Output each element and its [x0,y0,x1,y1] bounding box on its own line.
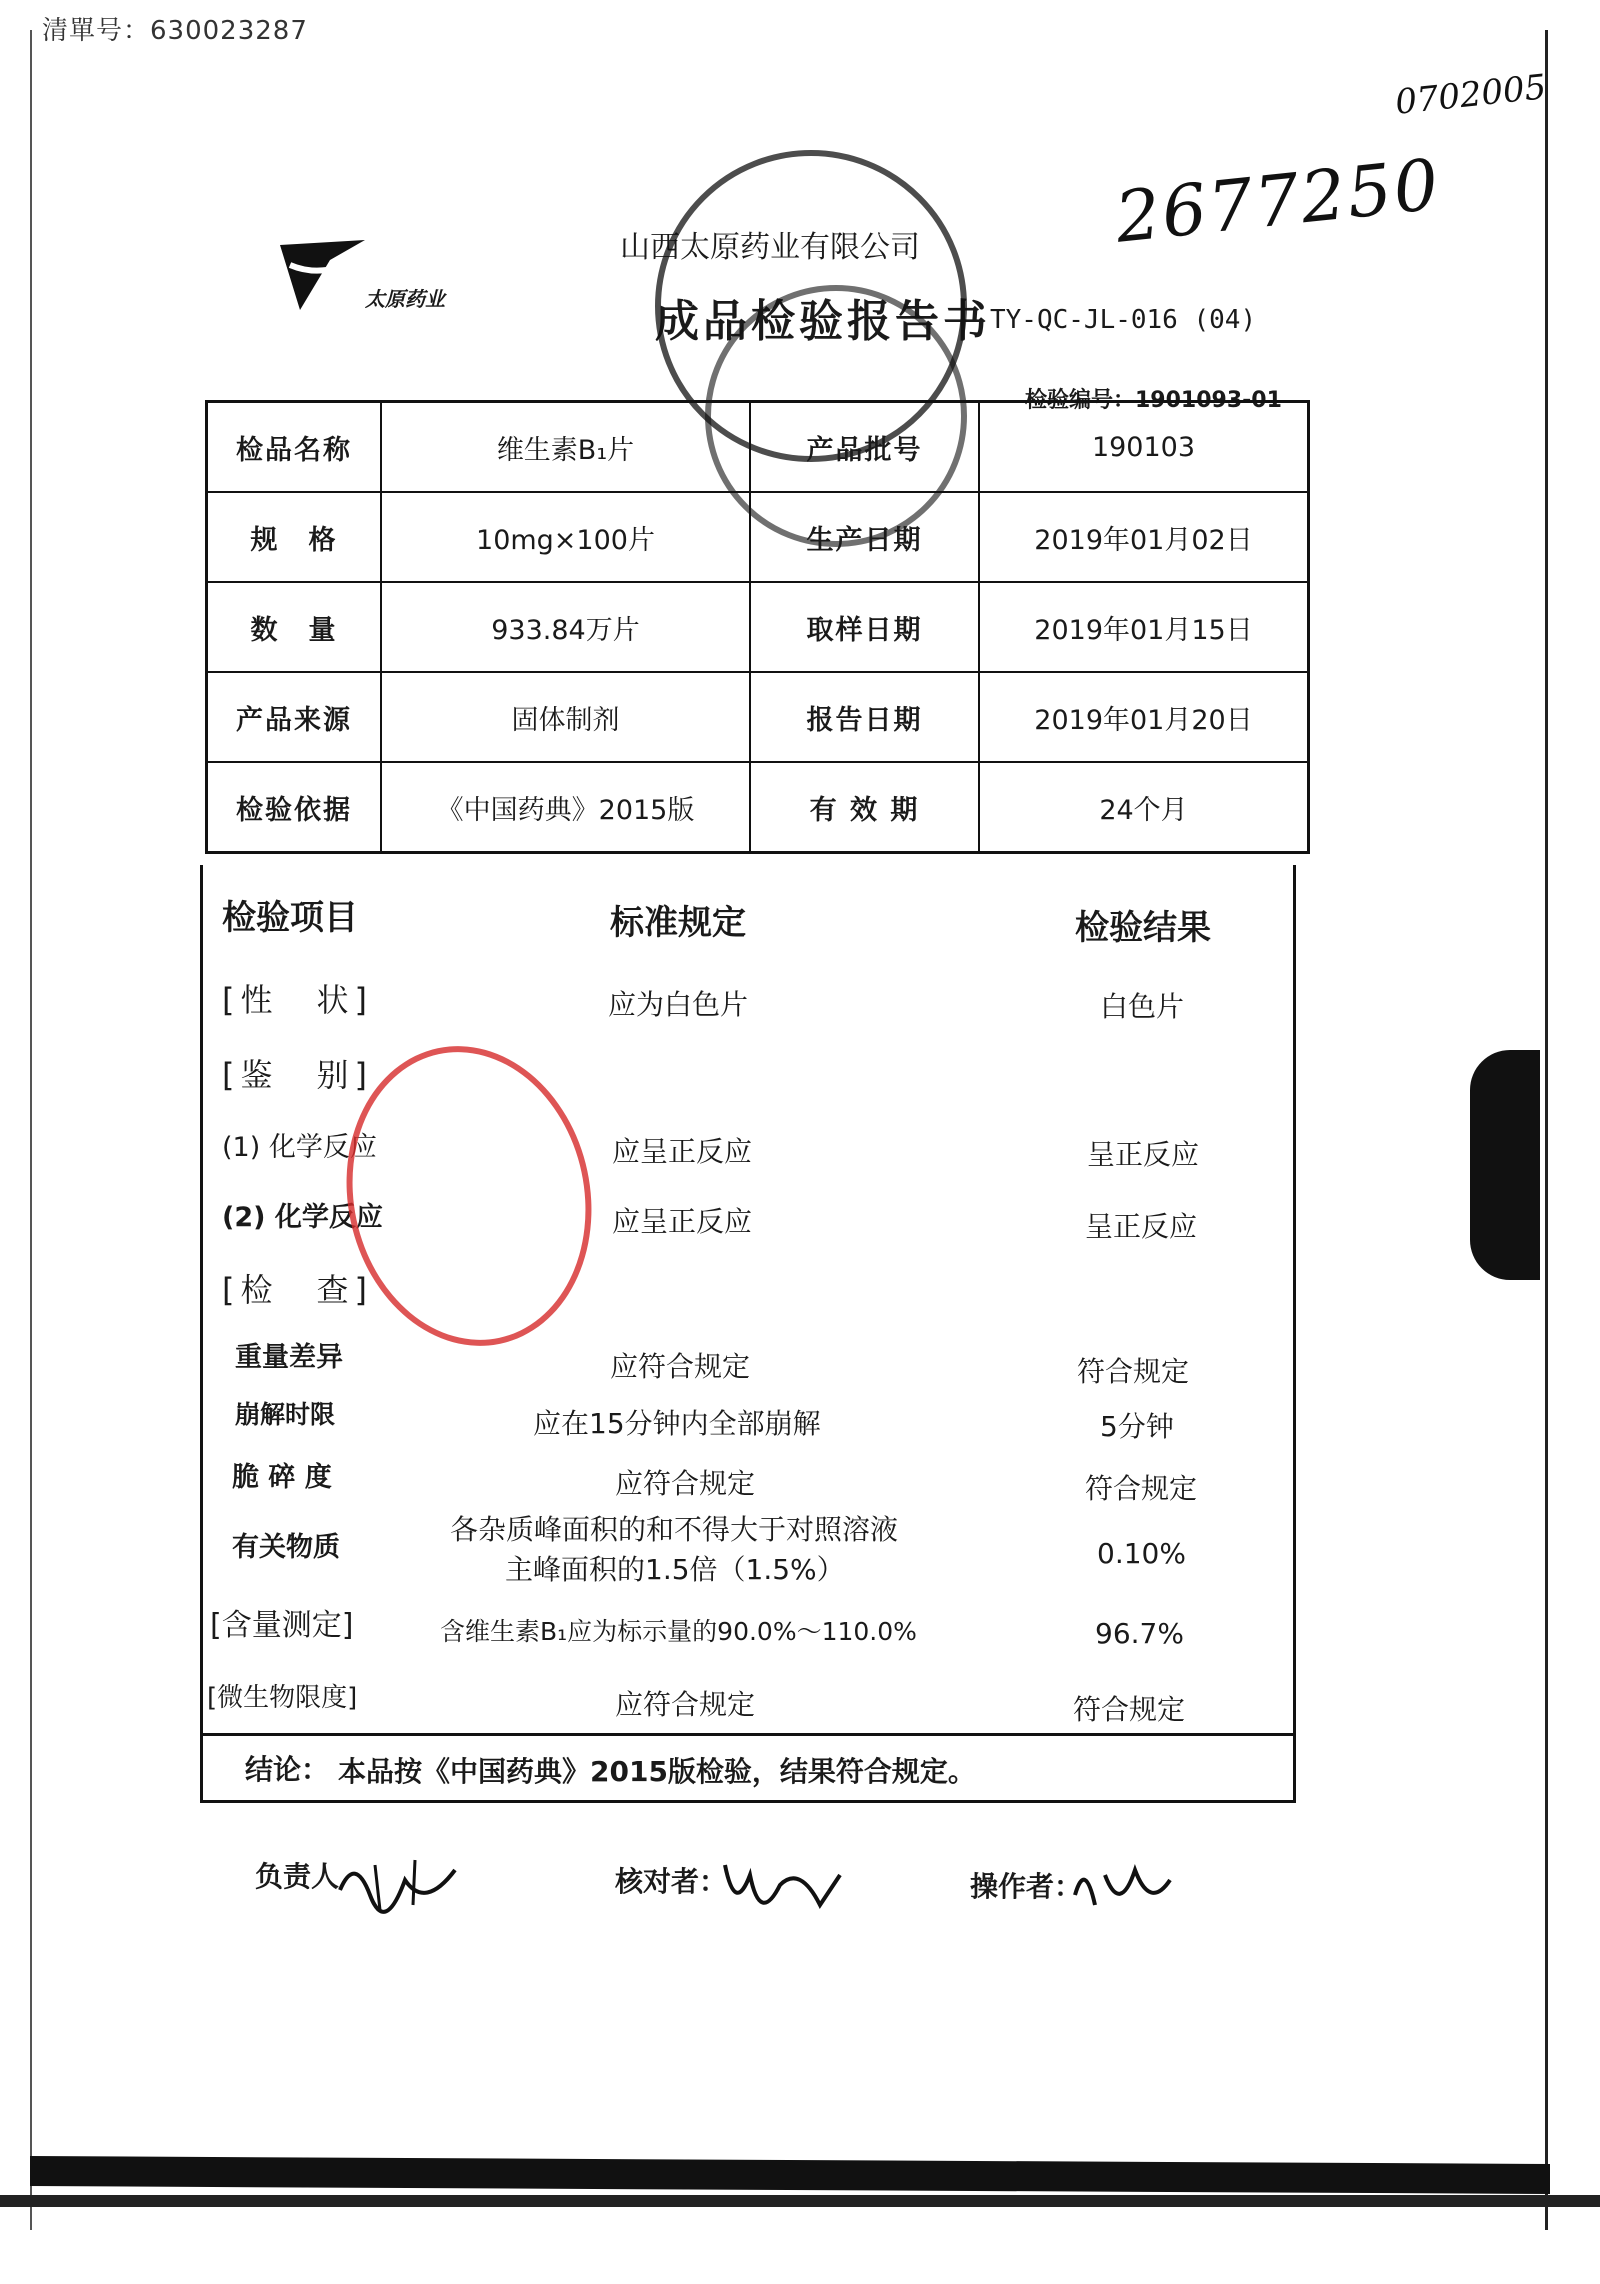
standard-assay: 含维生素B₁应为标示量的90.0%～110.0% [440,1617,917,1646]
header-standard: 标准规定 [610,903,746,943]
value-report-date: 2019年01月20日 [979,672,1309,762]
operator-label: 操作者： [970,1870,1083,1903]
value-validity: 24个月 [979,762,1309,853]
table-row [207,582,1309,672]
conclusion-label: 结论： [245,1753,330,1786]
item-disintegration: 崩解时限 [235,1400,336,1429]
standard-related-substances-2: 主峰面积的1.5倍（1.5%） [505,1553,845,1586]
handwritten-number: 2677250 [1111,143,1445,259]
label-quantity: 数 量 [207,582,382,672]
label-spec: 规 格 [207,492,382,582]
item-identification: [鉴 别] [222,1056,373,1094]
item-microbial: [微生物限度] [207,1683,358,1713]
responsible-signature [335,1850,465,1931]
scan-edge-left [30,30,32,2230]
value-sampling-date: 2019年01月15日 [979,582,1309,672]
item-inspection: [检 查] [222,1271,373,1309]
item-appearance: [性 状] [222,981,373,1019]
operator-signature [1070,1855,1180,1932]
report-number: 检验编号：1901093-01 [1025,388,1282,413]
form-code: TY-QC-JL-016 (04) [990,305,1257,335]
standard-chem-2: 应呈正反应 [612,1205,753,1238]
standard-microbial: 应符合规定 [615,1688,756,1721]
value-spec: 10mg×100片 [381,492,750,582]
scan-dark-patch [1470,1050,1540,1280]
table-row [207,762,1309,853]
value-basis: 《中国药典》2015版 [381,762,750,853]
result-friability: 符合规定 [1085,1472,1198,1505]
table-row [207,402,1309,493]
result-weight-variation: 符合规定 [1077,1355,1190,1388]
value-batch-no: 190103 [979,402,1309,493]
standard-appearance: 应为白色片 [608,988,749,1021]
label-sampling-date: 取样日期 [750,582,979,672]
conclusion-text: 本品按《中国药典》2015版检验，结果符合规定。 [338,1755,976,1788]
value-production-date: 2019年01月02日 [979,492,1309,582]
handwritten-code: 0702005 [1393,67,1549,123]
label-production-date: 生产日期 [750,492,979,582]
value-quantity: 933.84万片 [381,582,750,672]
standard-weight-variation: 应符合规定 [610,1350,751,1383]
result-assay: 96.7% [1095,1617,1184,1650]
item-chem-1: (1) 化学反应 [222,1132,377,1163]
standard-friability: 应符合规定 [615,1467,756,1500]
table-row [207,492,1309,582]
standard-chem-1: 应呈正反应 [612,1135,753,1168]
result-microbial: 符合规定 [1073,1693,1186,1726]
info-table [205,400,1310,854]
header-item: 检验项目 [222,898,358,938]
label-batch-no: 产品批号 [750,402,979,493]
result-chem-2: 呈正反应 [1085,1210,1198,1243]
responsible-label: 负责人 [255,1860,340,1893]
standard-disintegration: 应在15分钟内全部崩解 [533,1407,821,1440]
item-chem-2: (2) 化学反应 [222,1202,383,1233]
label-basis: 检验依据 [207,762,382,853]
result-related-substances: 0.10% [1097,1537,1186,1570]
header-result: 检验结果 [1075,908,1211,948]
item-related-substances: 有关物质 [232,1532,340,1563]
label-validity: 有 效 期 [750,762,979,853]
label-report-date: 报告日期 [750,672,979,762]
result-disintegration: 5分钟 [1100,1410,1174,1443]
value-product-name: 维生素B₁片 [381,402,750,493]
label-product-name: 检品名称 [207,402,382,493]
item-friability: 脆 碎 度 [232,1462,332,1493]
list-number: 清單号：630023287 [42,16,308,46]
logo-text: 太原药业 [365,287,445,311]
standard-related-substances: 各杂质峰面积的和不得大于对照溶液 [450,1513,899,1546]
label-source: 产品来源 [207,672,382,762]
checker-label: 核对者： [615,1865,728,1898]
item-weight-variation: 重量差异 [235,1342,343,1373]
checker-signature [720,1855,850,1942]
conclusion-divider [200,1733,1293,1736]
report-title: 成品检验报告书 [655,296,991,347]
scan-edge-bottom [30,2156,1550,2194]
scan-border-bottom [0,2195,1600,2207]
company-name: 山西太原药业有限公司 [620,230,920,265]
value-source: 固体制剂 [381,672,750,762]
result-appearance: 白色片 [1100,990,1185,1023]
scan-edge-right [1545,30,1548,2230]
table-row [207,672,1309,762]
result-chem-1: 呈正反应 [1087,1138,1200,1171]
item-assay: [含量测定] [210,1608,354,1643]
